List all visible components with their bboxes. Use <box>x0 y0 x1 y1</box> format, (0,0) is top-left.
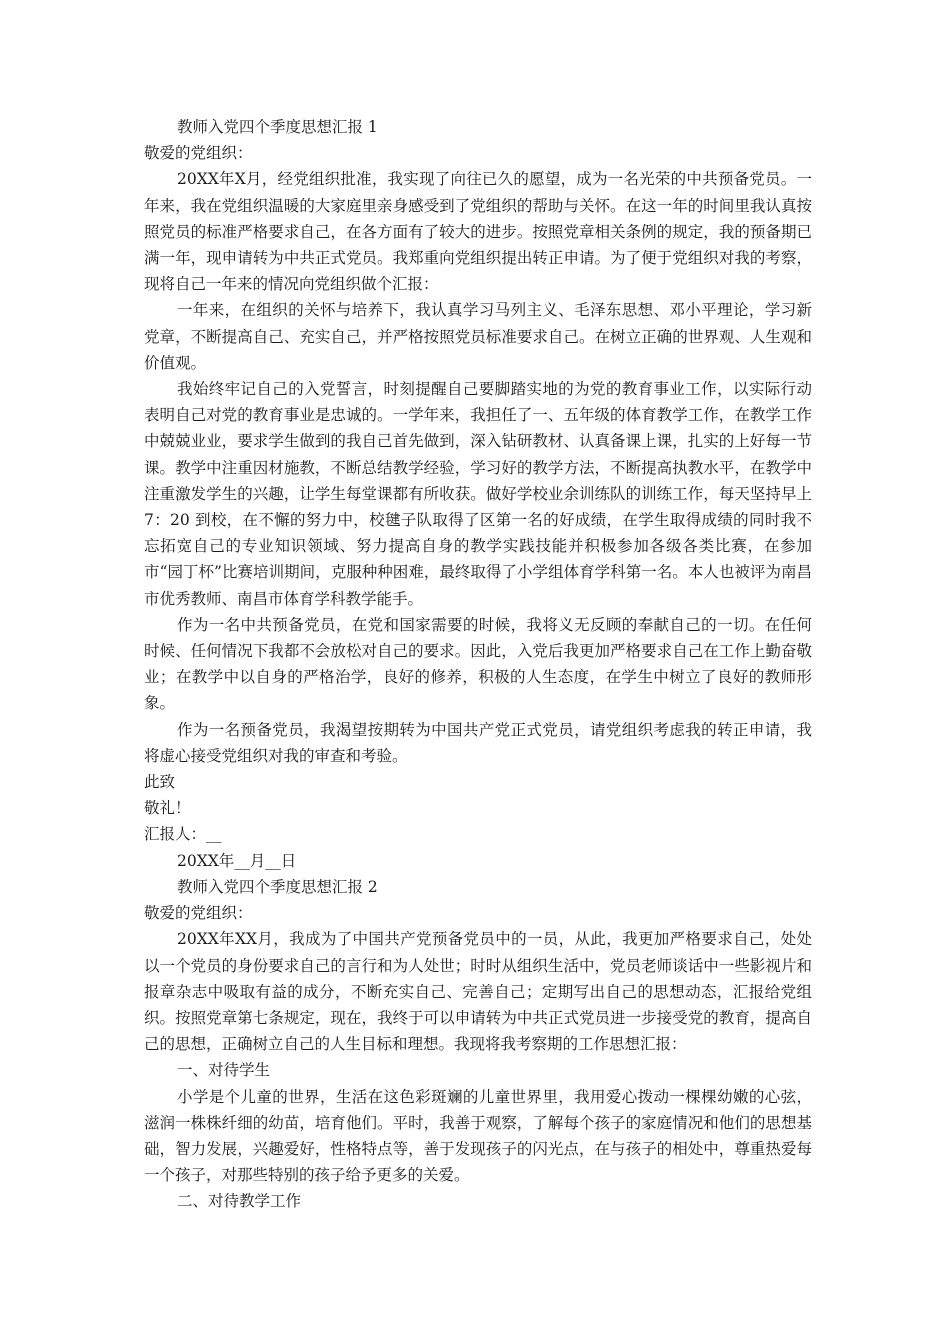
date-line: 20XX年__月__日 <box>177 851 297 870</box>
paragraph: 一年来，在组织的关怀与培养下，我认真学习马列主义、毛泽东思想、邓小平理论，学习新党章，不断提高自己、充实自己，并严格按照党员标准要求自己。在树立正确的世界观、人生观和价值观。 <box>144 301 812 372</box>
paragraph: 20XX年X月，经党组织批准，我实现了向往已久的愿望，成为一名光荣的中共预备党员。一年来，我在党组织温暖的大家庭里亲身感受到了党组织的帮助与关怀。在这一年的时间里我认真按照党员的标准严格要求自己，在各方面有了较大的进步。按照党章相关条例的规定，我的预备期已满一年，现申请转为中共正式党员。我郑重向党组织提出转正申请。为了便于党组织对我的考察，现将自己一年来的情况向党组织做个汇报： <box>144 170 812 294</box>
signer-line: 汇报人：__ <box>144 825 222 844</box>
paragraph: 20XX年XX月，我成为了中国共产党预备党员中的一员，从此，我更加严格要求自己，处处以一个党员的身份要求自己的言行和为人处世；时时从组织生活中，党员老师谈话中一些影视片和报章杂志中吸取有益的成分，不断充实自己、完善自己；定期写出自己的思想动态，汇报给党组织。按照党章第七条规定，现在，我终于可以申请转为中共正式党员进一步接受党的教育，提高自己的思想，正确树立自己的人生目标和理想。我现将我考察期的工作思想汇报： <box>144 930 812 1054</box>
closing-line: 敬礼！ <box>144 799 191 818</box>
paragraph: 小学是个儿童的世界，生活在这色彩斑斓的儿童世界里，我用爱心拨动一棵棵幼嫩的心弦，滋润一株株纤细的幼苗，培育他们。平时，我善于观察，了解每个孩子的家庭情况和他们的思想基础，智力发展，兴趣爱好，性格特点等，善于发现孩子的闪光点，在与孩子的相处中，尊重热爱每一个孩子，对那些特别的孩子给予更多的关爱。 <box>144 1087 812 1185</box>
report-title: 教师入党四个季度思想汇报 1 <box>177 118 378 136</box>
paragraph: 作为一名预备党员，我渴望按期转为中国共产党正式党员，请党组织考虑我的转正申请，我将虚心接受党组织对我的审查和考验。 <box>144 720 812 765</box>
salutation: 敬爱的党组织： <box>144 144 253 163</box>
closing-line: 此致 <box>144 773 176 792</box>
document-body <box>144 114 812 1215</box>
paragraph: 作为一名中共预备党员，在党和国家需要的时候，我将义无反顾的奉献自己的一切。在任何时候、任何情况下我都不会放松对自己的要求。因此，入党后我更加严格要求自己在工作上勤奋敬业；在教学中以自身的严格治学，良好的修养，积极的人生态度，在学生中树立了良好的教师形象。 <box>144 615 812 713</box>
section-heading: 一、对待学生 <box>177 1061 271 1080</box>
section-heading: 二、对待教学工作 <box>177 1192 302 1211</box>
paragraph: 我始终牢记自己的入党誓言，时刻提醒自己要脚踏实地的为党的教育事业工作，以实际行动表明自己对党的教育事业是忠诚的。一学年来，我担任了一、五年级的体育教学工作，在教学工作中兢兢业业，要求学生做到的我自己首先做到，深入钻研教材、认真备课上课，扎实的上好每一节课。教学中注重因材施教，不断总结教学经验，学习好的教学方法，不断提高执教水平，在教学中注重激发学生的兴趣，让学生每堂课都有所收获。做好学校业余训练队的训练工作，每天坚持早上 7：20 到校，在不懈的努力中，校毽子队取得了区第一名的好成绩，在学生取得成绩的同时我不忘拓宽自己的专业知识领域、努力提高自身的教学实践技能并积极参加各级各类比赛，在参加市“园丁杯”比赛培训期间，克服种种困难，最终取得了小学组体育学科第一名。本人也被评为南昌市优秀教师、南昌市体育学科教学能手。 <box>144 380 812 608</box>
report-title: 教师入党四个季度思想汇报 2 <box>177 877 378 896</box>
salutation: 敬爱的党组织： <box>144 904 253 923</box>
